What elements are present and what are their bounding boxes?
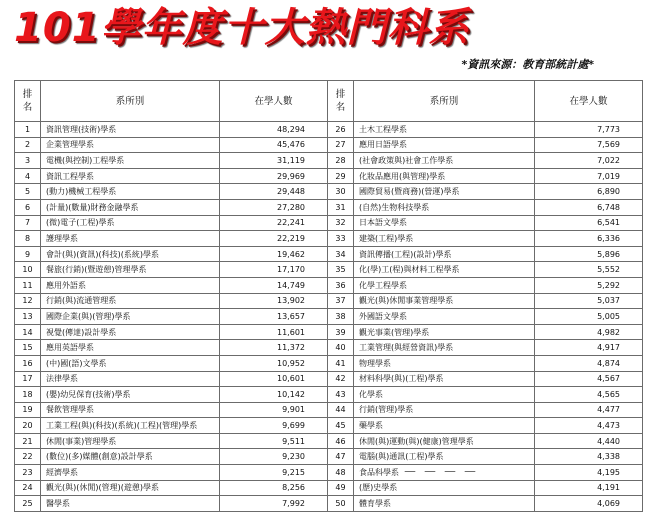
- rank-cell: 22: [15, 449, 41, 465]
- student-count-cell: 4,874: [535, 355, 643, 371]
- rank-cell: 38: [328, 309, 354, 325]
- department-cell: 經濟學系: [41, 465, 220, 481]
- rank-cell: 6: [15, 199, 41, 215]
- department-cell: 工業工程(與)(科技)(系統)(工程)(管理)學系: [41, 418, 220, 434]
- table-row: [15, 355, 643, 371]
- student-count-cell: 8,256: [220, 480, 328, 496]
- student-count-cell: 9,511: [220, 433, 328, 449]
- student-count-cell: 9,699: [220, 418, 328, 434]
- table-row: [15, 480, 643, 496]
- rank-cell: 12: [15, 293, 41, 309]
- rank-header: [15, 81, 41, 122]
- student-count-cell: 7,569: [535, 137, 643, 153]
- table-row: [15, 199, 643, 215]
- table-row: [15, 246, 643, 262]
- rank-header-line-1: 排: [22, 89, 33, 100]
- department-cell: 行銷(與)流通管理系: [41, 293, 220, 309]
- department-cell: 材料科學(與)(工程)學系: [354, 371, 535, 387]
- department-header: 系所別: [354, 81, 535, 122]
- student-count-cell: 13,902: [220, 293, 328, 309]
- department-cell: (計量)(數量)財務金融學系: [41, 199, 220, 215]
- department-cell: 土木工程學系: [354, 122, 535, 138]
- data-source-note: *資訊來源：教育部統計處*: [461, 58, 594, 71]
- rank-cell: 33: [328, 231, 354, 247]
- student-count-cell: 48,294: [220, 122, 328, 138]
- table-row: [15, 168, 643, 184]
- student-count-cell: 45,476: [220, 137, 328, 153]
- student-count-cell: 9,901: [220, 402, 328, 418]
- student-count-cell: 6,336: [535, 231, 643, 247]
- rank-cell: 17: [15, 371, 41, 387]
- student-count-cell: 22,219: [220, 231, 328, 247]
- student-count-cell: 13,657: [220, 309, 328, 325]
- rank-cell: 21: [15, 433, 41, 449]
- rank-cell: 39: [328, 324, 354, 340]
- department-cell: 會計(與)(資訊)(科技)(系統)學系: [41, 246, 220, 262]
- table-row: [15, 433, 643, 449]
- rank-cell: 4: [15, 168, 41, 184]
- rank-cell: 30: [328, 184, 354, 200]
- rank-cell: 5: [15, 184, 41, 200]
- table-row: [15, 387, 643, 403]
- students-header: 在學人數: [535, 81, 643, 122]
- department-cell: 視覺(傳達)設計學系: [41, 324, 220, 340]
- rank-cell: 43: [328, 387, 354, 403]
- student-count-cell: 4,565: [535, 387, 643, 403]
- student-count-cell: 9,230: [220, 449, 328, 465]
- rank-cell: 11: [15, 277, 41, 293]
- student-count-cell: 11,372: [220, 340, 328, 356]
- table-row: [15, 215, 643, 231]
- table-body: [15, 122, 643, 512]
- table-row: [15, 418, 643, 434]
- student-count-cell: 4,440: [535, 433, 643, 449]
- student-count-cell: 4,473: [535, 418, 643, 434]
- department-cell: 休閒(與)運動(與)(健康)管理學系: [354, 433, 535, 449]
- student-count-cell: 4,338: [535, 449, 643, 465]
- table-row: [15, 262, 643, 278]
- rank-cell: 23: [15, 465, 41, 481]
- table-row: [15, 324, 643, 340]
- rank-cell: 20: [15, 418, 41, 434]
- department-cell: 體育學系: [354, 496, 535, 512]
- table-row: [15, 137, 643, 153]
- department-cell: 資訊管理(技術)學系: [41, 122, 220, 138]
- rank-header: [328, 81, 354, 122]
- student-count-cell: 6,748: [535, 199, 643, 215]
- table-row: [15, 371, 643, 387]
- student-count-cell: 10,142: [220, 387, 328, 403]
- rank-cell: 27: [328, 137, 354, 153]
- department-cell: 物理學系: [354, 355, 535, 371]
- rank-cell: 28: [328, 153, 354, 169]
- rank-header-line-1: 排: [335, 89, 346, 100]
- page-title: 101學年度十大熱門科系: [14, 5, 470, 51]
- student-count-cell: 29,969: [220, 168, 328, 184]
- student-count-cell: 4,069: [535, 496, 643, 512]
- rank-cell: 44: [328, 402, 354, 418]
- rank-cell: 18: [15, 387, 41, 403]
- student-count-cell: 9,215: [220, 465, 328, 481]
- department-cell: 化妝品應用(與管理)學系: [354, 168, 535, 184]
- student-count-cell: 10,601: [220, 371, 328, 387]
- table-row: [15, 309, 643, 325]
- rank-cell: 50: [328, 496, 354, 512]
- rank-cell: 34: [328, 246, 354, 262]
- rank-cell: 48: [328, 465, 354, 481]
- rank-cell: 47: [328, 449, 354, 465]
- rank-cell: 16: [15, 355, 41, 371]
- department-cell: 電腦(與)通訊(工程)學系: [354, 449, 535, 465]
- student-count-cell: 4,477: [535, 402, 643, 418]
- rank-cell: 37: [328, 293, 354, 309]
- department-cell: 護理學系: [41, 231, 220, 247]
- department-cell: 資訊傳播(工程)(設計)學系: [354, 246, 535, 262]
- department-cell: 化學工程學系: [354, 277, 535, 293]
- department-cell: 國際貿易(暨商務)(營運)學系: [354, 184, 535, 200]
- department-cell: 行銷(管理)學系: [354, 402, 535, 418]
- student-count-cell: 5,896: [535, 246, 643, 262]
- table-row: [15, 340, 643, 356]
- department-cell: 法律學系: [41, 371, 220, 387]
- department-cell: 工業管理(與經營資訊)學系: [354, 340, 535, 356]
- student-count-cell: 11,601: [220, 324, 328, 340]
- student-count-cell: 4,917: [535, 340, 643, 356]
- student-count-cell: 5,037: [535, 293, 643, 309]
- table-header-row: [15, 81, 643, 122]
- rank-cell: 15: [15, 340, 41, 356]
- table-row: [15, 122, 643, 138]
- department-cell: 企業管理學系: [41, 137, 220, 153]
- department-cell: (數位)(多)媒體(創意)設計學系: [41, 449, 220, 465]
- rank-cell: 29: [328, 168, 354, 184]
- table-row: [15, 184, 643, 200]
- rank-cell: 35: [328, 262, 354, 278]
- table-row: [15, 496, 643, 512]
- department-cell: 餐飲管理學系: [41, 402, 220, 418]
- footer-dash-mark: －－－－: [403, 465, 483, 481]
- student-count-cell: 6,890: [535, 184, 643, 200]
- student-count-cell: 5,552: [535, 262, 643, 278]
- department-cell: (自然)生物科技學系: [354, 199, 535, 215]
- department-ranking-table: [14, 80, 643, 512]
- department-cell: 建築(工程)學系: [354, 231, 535, 247]
- rank-cell: 26: [328, 122, 354, 138]
- student-count-cell: 7,773: [535, 122, 643, 138]
- rank-header-line-2: 名: [335, 102, 346, 113]
- student-count-cell: 14,749: [220, 277, 328, 293]
- department-cell: (動力)機械工程學系: [41, 184, 220, 200]
- department-cell: 觀光事業(管理)學系: [354, 324, 535, 340]
- department-cell: (社會政策與)社會工作學系: [354, 153, 535, 169]
- student-count-cell: 10,952: [220, 355, 328, 371]
- rank-cell: 25: [15, 496, 41, 512]
- rank-cell: 19: [15, 402, 41, 418]
- department-cell: 應用日語學系: [354, 137, 535, 153]
- department-cell: 外國語文學系: [354, 309, 535, 325]
- rank-cell: 42: [328, 371, 354, 387]
- rank-cell: 7: [15, 215, 41, 231]
- student-count-cell: 4,982: [535, 324, 643, 340]
- table-row: [15, 277, 643, 293]
- department-cell: 藥學系: [354, 418, 535, 434]
- department-cell: 觀光(與)休閒事業管理學系: [354, 293, 535, 309]
- rank-cell: 40: [328, 340, 354, 356]
- student-count-cell: 4,567: [535, 371, 643, 387]
- department-cell: 化學系: [354, 387, 535, 403]
- department-cell: 觀光(與)(休閒)(管理)(遊憩)學系: [41, 480, 220, 496]
- student-count-cell: 7,022: [535, 153, 643, 169]
- student-count-cell: 7,019: [535, 168, 643, 184]
- student-count-cell: 27,280: [220, 199, 328, 215]
- department-cell: 資訊工程學系: [41, 168, 220, 184]
- department-cell: 化(學)工(程)與材料工程學系: [354, 262, 535, 278]
- department-cell: 應用英語學系: [41, 340, 220, 356]
- rank-cell: 14: [15, 324, 41, 340]
- student-count-cell: 31,119: [220, 153, 328, 169]
- student-count-cell: 7,992: [220, 496, 328, 512]
- student-count-cell: 17,170: [220, 262, 328, 278]
- rank-cell: 2: [15, 137, 41, 153]
- rank-cell: 31: [328, 199, 354, 215]
- rank-cell: 49: [328, 480, 354, 496]
- rank-cell: 1: [15, 122, 41, 138]
- rank-cell: 36: [328, 277, 354, 293]
- student-count-cell: 19,462: [220, 246, 328, 262]
- rank-cell: 10: [15, 262, 41, 278]
- student-count-cell: 5,005: [535, 309, 643, 325]
- student-count-cell: 29,448: [220, 184, 328, 200]
- table-row: [15, 231, 643, 247]
- rank-cell: 9: [15, 246, 41, 262]
- department-header: 系所別: [41, 81, 220, 122]
- department-cell: 休閒(事業)管理學系: [41, 433, 220, 449]
- rank-cell: 45: [328, 418, 354, 434]
- department-cell: 醫學系: [41, 496, 220, 512]
- department-cell: (中)國(語)文學系: [41, 355, 220, 371]
- department-cell: 餐旅(行銷)(暨遊憩)管理學系: [41, 262, 220, 278]
- department-cell: (歷)史學系: [354, 480, 535, 496]
- table-row: [15, 465, 643, 481]
- rank-cell: 24: [15, 480, 41, 496]
- department-cell: 食品科學系: [354, 465, 535, 481]
- table-row: [15, 402, 643, 418]
- rank-cell: 32: [328, 215, 354, 231]
- department-cell: (微)電子(工程)學系: [41, 215, 220, 231]
- student-count-cell: 6,541: [535, 215, 643, 231]
- department-cell: 應用外語系: [41, 277, 220, 293]
- department-cell: 日本語文學系: [354, 215, 535, 231]
- table-row: [15, 293, 643, 309]
- rank-cell: 13: [15, 309, 41, 325]
- table-row: [15, 449, 643, 465]
- department-cell: (嬰)幼兒保育(技術)學系: [41, 387, 220, 403]
- rank-cell: 46: [328, 433, 354, 449]
- table-row: [15, 153, 643, 169]
- department-cell: 國際企業(與)(管理)學系: [41, 309, 220, 325]
- department-cell: 電機(與控制)工程學系: [41, 153, 220, 169]
- students-header: 在學人數: [220, 81, 328, 122]
- student-count-cell: 4,191: [535, 480, 643, 496]
- rank-cell: 3: [15, 153, 41, 169]
- student-count-cell: 22,241: [220, 215, 328, 231]
- student-count-cell: 5,292: [535, 277, 643, 293]
- rank-header-line-2: 名: [22, 102, 33, 113]
- rank-cell: 41: [328, 355, 354, 371]
- rank-cell: 8: [15, 231, 41, 247]
- student-count-cell: 4,195: [535, 465, 643, 481]
